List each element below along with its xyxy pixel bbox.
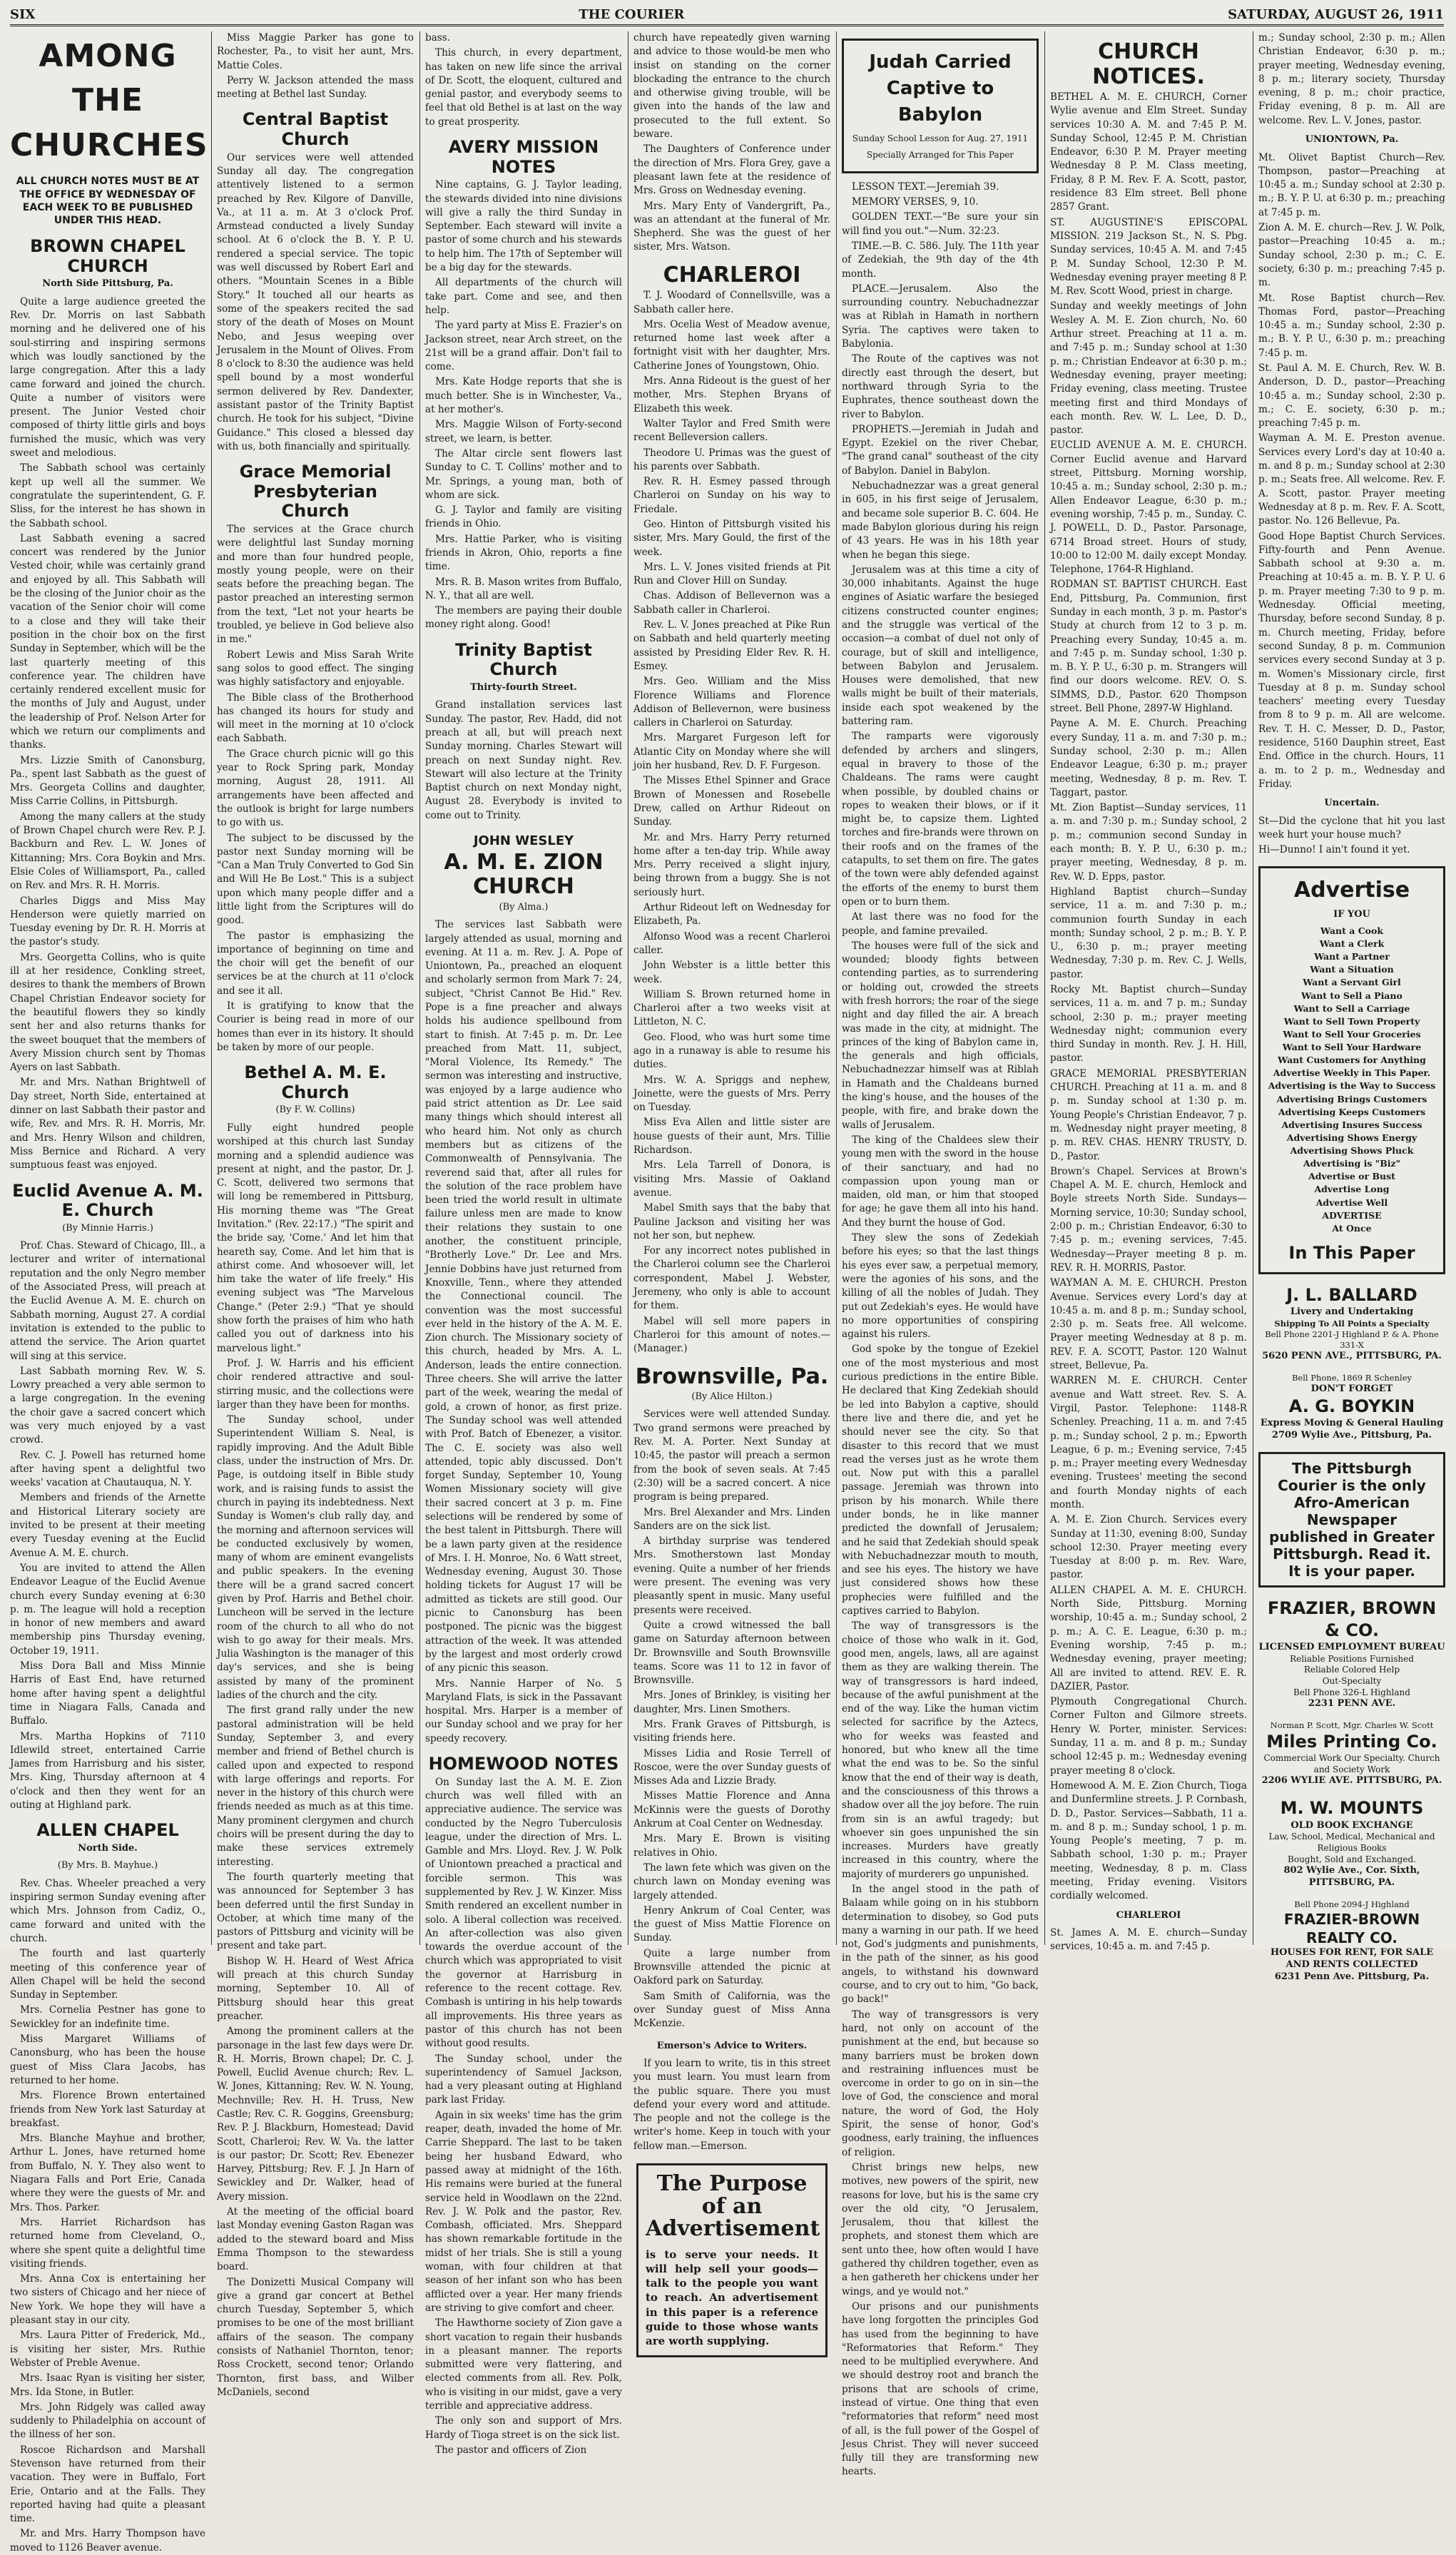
paragraph: church have repeatedly given warning and advice to those would-be men who insist on standing on the corner blockading the entrance to the church and otherwise giving trouble, will be given into the hands of the law and prosecuted to the full extent. So beware. (633, 32, 830, 141)
paragraph: Mrs. Harriet Richardson has returned home from Cleveland, O., where she spent quite a delightful time visiting friends. (10, 2216, 205, 2270)
paragraph: Mrs. Florence Brown entertained friends from New York last Saturday at breakfast. (10, 2090, 205, 2129)
advertise-line: Advertising Insures Success (1281, 1119, 1422, 1130)
miles-managers: Norman P. Scott, Mgr. Charles W. Scott (1270, 1720, 1434, 1731)
column-rule (1044, 31, 1045, 1945)
paragraph: Arthur Rideout left on Wednesday for Elizabeth, Pa. (633, 902, 830, 928)
paragraph: Robert Lewis and Miss Sarah Write sang solos to good effect. The singing was highly satisfactory and enjoyable. (217, 649, 414, 689)
paragraph: Chas. Addison of Bellevernon was a Sabbath caller in Charleroi. (633, 590, 830, 616)
frazier-text: Out-Specialty (1322, 1676, 1382, 1687)
paragraph: The lawn fete which was given on the church lawn on Monday evening was largely attended. (633, 1861, 830, 1901)
church-notice: Highland Baptist church—Sunday service, 11 a. m. and 7:30 p. m.; communion fourth Sunday in each month; Sunday school, 2 p. m.; B. Y. P. U., 6:30 p. m.; prayer meeting Wednesday, 7:30 p. m. Rev. C. J. Wells, pastor. (1050, 885, 1247, 980)
paragraph: The first grand rally under the new pastoral administration will be held Sunday, September 3, and every member and friend of Bethel church is called upon and expected to respond with large offerings and reports. For never in the history of this church were friends needed as much as at this time. Many prominent clergymen and church choirs will be present during the day to make these services extremely interesting. (217, 1705, 414, 1868)
paragraph: Miss Eva Allen and little sister are house guests of their aunt, Mrs. Tillie Richardson. (633, 1117, 830, 1157)
mounts-text: Bought, Sold and Exchanged. (1288, 1854, 1416, 1864)
paragraph: Last Sabbath morning Rev. W. S. Lowry preached a very able sermon to a large congregation. In the evening the choir gave a sacred concert which was very much enjoyed by a vast crowd. (10, 1365, 205, 1446)
advertise-line: Want a Partner (1314, 951, 1390, 962)
column-rule (211, 31, 212, 1945)
paragraph: Mr. and Mrs. Harry Perry returned home after a ten-day trip. While away Mrs. Perry received a slight injury, being thrown from a buggy. She is not seriously hurt. (633, 831, 830, 898)
paragraph: The Bible class of the Brotherhood has changed its hours for study and will meet in the morning at 10 o'clock each Sabbath. (217, 691, 414, 745)
purpose-of-advertisement-box (636, 2163, 828, 2357)
advertise-box (1258, 866, 1445, 1275)
paragraph: Geo. Flood, who was hurt some time ago in a runaway is able to resume his duties. (633, 1031, 830, 1071)
church-notices-heading: CHURCH NOTICES. (1092, 39, 1205, 89)
paragraph: Mrs. Brel Alexander and Mrs. Linden Sanders are on the sick list. (633, 1506, 830, 1532)
paragraph: Mrs. Anna Rideout is the guest of her mother, Mrs. Stephen Bryans of Elizabeth this week. (633, 375, 830, 415)
paragraph: You are invited to attend the Allen Endeavor League of the Euclid Avenue church every Sunday evening at 6:30 p. m. The league will hold a reception in honor of new members and award membership pins Thursday evening, October 19, 1911. (10, 1562, 205, 1657)
church-notice: Good Hope Baptist Church Services. Fifty-fourth and Penn Avenue. Sabbath school at 9:30 a. m. Preaching at 10:45 a. m. B. Y. P. U. 6 p. m. Prayer meeting 7:30 to 9 p. m. Wednesday. Official meeting, Thursday, before second Sunday, 8 p. m. Church meeting, Friday, before second Sunday, 8 p. m. Communion services every second Sunday at 3 p. m. Women's Missionary circle, first Tuesday at 8 p. m. Sunday school teachers' meeting every Tuesday from 8 to 9 p. m. All are welcome. Rev. T. H. C. Messer, D. D., Pastor, residence, 5160 Dauphin street, East End. Office in the church. Hours, 11 a. m. to 2 p. m., Wednesday and Friday. (1258, 530, 1445, 790)
grace-memorial-heading: Grace Memorial Presbyterian Church (239, 462, 392, 522)
trinity-baptist-heading: Trinity Baptist Church (455, 639, 592, 680)
paragraph: Perry W. Jackson attended the mass meeting at Bethel last Sunday. (217, 74, 414, 101)
church-notice: Wayman A. M. E. Preston avenue. Services every Lord's day at 10:40 a. m. and 8 p. m.; Sunday school at 2:30 p. m.; Seats free. All welcome. Rev. F. A. Scott, pastor. Prayer meeting Wednesday at 8 p. m. Rev. F. A. Scott, pastor. No. 126 Bellevue, Pa. (1258, 432, 1445, 527)
boykin-dont-forget: DON'T FORGET (1310, 1383, 1393, 1394)
paragraph: Mrs. Ocelia West of Meadow avenue, returned home last week after a fortnight visit with her daughter, Mrs. Catherine Jones of Youngstown, Ohio. (633, 318, 830, 372)
paragraph: A birthday surprise was tendered Mrs. Smotherstown last Monday evening. Quite a number of her friends were present. The evening was very pleasantly spent in music. Many useful presents were received. (633, 1535, 830, 1616)
paragraph: Grand installation services last Sunday. The pastor, Rev. Hadd, did not preach at all, but will preach next Sunday morning. Charles Stewart will preach on next Sunday night. Rev. Stewart will also lecture at the Trinity Baptist church on next Monday night, August 28. Everybody is invited to come out to Trinity. (425, 699, 622, 821)
john-wesley-heading: JOHN WESLEY (473, 833, 574, 849)
church-notice: A. M. E. Zion Church. Services every Sunday at 11:30, evening 8:00, Sunday school 12:30. Prayer meeting every Tuesday at 8:00 p. m. Rev. Ware, pastor. (1050, 1514, 1247, 1581)
advertise-line: Advertising Shows Energy (1286, 1132, 1417, 1143)
column-5 (842, 31, 1039, 2478)
paragraph: Miss Dora Ball and Miss Minnie Harris of East End, have returned home after having spent a delightful time in Niagara Falls, Canada and Buffalo. (10, 1660, 205, 1727)
paragraph: Rev. C. J. Powell has returned home after having spent a delightful two weeks' vacation at Chautauqua, N. Y. (10, 1449, 205, 1489)
allen-chapel-subhead: North Side. (78, 1842, 138, 1854)
paragraph: Mrs. Mary E. Brown is visiting relatives in Ohio. (633, 1833, 830, 1859)
advertise-line: Want a Servant Girl (1303, 977, 1401, 988)
paragraph: They slew the sons of Zedekiah before his eyes; so that the last things his eyes ever saw, a perpetual memory, were the agonies of his sons, and the killing of all the nobles of Judah. They put out Zedekiah's eyes. He would have no more opportunities of conspiring against his rulers. (842, 1232, 1039, 1341)
paragraph: The services at the Grace church were delightful last Sunday morning and more than four hundred people, mostly young people, were on their seats before the preaching began. The pastor preached an interesting sermon from the text, "Let not your hearts be troubled, ye believe in God believe also in me." (217, 523, 414, 646)
church-notice: Mt. Zion Baptist—Sunday services, 11 a. m. and 7:30 p. m.; Sunday school, 2 p. m.; communion second Sunday in each month; B. Y. P. U., 6:30 p. m.; prayer meeting, Wednesday, 8 p. m. Rev. W. D. Epps, pastor. (1050, 802, 1247, 883)
section-banner: AMONG THE CHURCHES (10, 38, 208, 163)
paragraph: Mrs. Cornelia Pestner has gone to Sewickley for an indefinite time. (10, 2004, 205, 2030)
advertise-heading: Advertise (1293, 877, 1410, 903)
avery-mission-heading: AVERY MISSION NOTES (448, 137, 599, 177)
mounts-name: M. W. MOUNTS (1280, 1798, 1424, 1819)
lesson-heading: Judah Carried Captive to Babylon (869, 51, 1012, 126)
miles-address: 2206 WYLIE AVE. PITTSBURG, PA. (1261, 1775, 1442, 1787)
paragraph: Walter Taylor and Fred Smith were recent Belleversion callers. (633, 417, 830, 444)
boykin-address: 2709 Wylie Ave., Pittsburg, Pa. (1271, 1429, 1432, 1441)
homewood-heading: HOMEWOOD NOTES (428, 1754, 619, 1774)
advertise-line: Want a Situation (1310, 964, 1394, 975)
uncertain-heading: Uncertain. (1324, 798, 1380, 809)
purpose-heading: The Purpose of an Advertisement (646, 2171, 820, 2242)
charleroi-heading: CHARLEROI (663, 262, 801, 288)
advertise-line: Advertising Keeps Customers (1278, 1106, 1426, 1117)
realty-phone: Bell Phone 2094-J Highland (1294, 1899, 1410, 1909)
mounts-line: OLD BOOK EXCHANGE (1290, 1819, 1413, 1831)
paragraph: Misses Mattie Florence and Anna McKinnis were the guests of Dorothy Ankrum at Coal Center on Wednesday. (633, 1790, 830, 1830)
column-rule (836, 31, 837, 1945)
church-notice: Rocky Mt. Baptist church—Sunday services, 11 a. m. and 7 p. m.; Sunday school, 2:30 p. m.; prayer meeting Wednesday night; communion every third Sunday in month. Rev. J. H. Hill, pastor. (1050, 984, 1247, 1065)
paragraph: Mrs. L. V. Jones visited friends at Pit Run and Clover Hill on Sunday. (633, 561, 830, 587)
paragraph: Theodore U. Primas was the guest of his parents over Sabbath. (633, 447, 830, 472)
advertise-line: Advertise Weekly in This Paper. (1273, 1067, 1431, 1079)
paragraph: Fully eight hundred people worshiped at this church last Sunday morning and a splendid audience was present at night, and the pastor, Dr. J. C. Scott, delivered two sermons that will long be remembered in Pittsburg, His morning theme was "The Great Invitation." (Rev. 22:17.) "The spirit and the bride say, 'Come.' And let him that heareth say, Come. And let him that is athirst come. And whosoever will, let him take the water of life freely." His evening subject was "The Marvelous Change." (Peter 2:9.) "That ye should show forth the praises of him who hath called you out of darkness into his marvelous light." (217, 1122, 414, 1354)
church-notice: WARREN M. E. CHURCH. Center avenue and Watt street. Rev. S. A. Virgil, Pastor. Telephone: 1148-R Schenley. Preaching, 11 a. m. and 7:45 p. m.; Sunday school, 2 p. m.; Epworth League, 6 p. m.; Evening service, 7:45 p. m.; Prayer meeting every Wednesday evening. Trustees' meeting the second and fourth Monday nights of each month. (1050, 1375, 1247, 1510)
paragraph: Members and friends of the Arnette and Historical Literary society are invited to be present at their meeting every Tuesday evening at the Euclid Avenue A. M. E. church. (10, 1492, 205, 1559)
memory-verses: MEMORY VERSES, 9, 10. (852, 196, 979, 208)
issue-date: SATURDAY, AUGUST 26, 1911 (1228, 6, 1444, 22)
paragraph: On Sunday last the A. M. E. Zion church was well filled with an appreciative audience. The service was conducted by the Negro Tuberculosis league, under the direction of Mrs. L. Gamble and Mrs. Lloyd. Rev. J. W. Polk of Uniontown preached a practical and forcible sermon. This was supplemented by Rev. J. W. Kinzer. Miss Smith rendered an excellent number in solo. A liberal collection was received. An after-collection was also given towards the overdue account of the church which was appropriated to visit the governor at Harrisburg in reference to the recent cottage. Rev. Combash is untiring in his help towards all improvements. His three years as pastor of this church has not been without good results. (425, 1776, 622, 2050)
advertise-line: Want to Sell Your Hardware (1282, 1042, 1422, 1053)
advertise-line: Want a Cook (1320, 925, 1383, 936)
ballard-shipping: Shipping To All Points a Specialty (1274, 1319, 1430, 1329)
ballard-name: J. L. BALLARD (1286, 1285, 1417, 1306)
miles-name: Miles Printing Co. (1266, 1732, 1437, 1752)
church-notice: St. James A. M. E. church—Sunday services, 10:45 a. m. and 7:45 p. (1050, 1927, 1247, 1953)
masthead (10, 4, 1444, 26)
advertise-line: Advertise or Bust (1308, 1171, 1395, 1182)
byline: (By Alice Hilton.) (691, 1391, 773, 1403)
church-notice: GRACE MEMORIAL PRESBYTERIAN CHURCH. Preaching at 11 a. m. and 8 p. m. Sunday school at 1:30 p. m. Young People's Christian Endeavor, 7 p. m. Wednesday night prayer meeting, 8 p. m. REV. CHAS. HENRY TRUSTY, D. D., Pastor. (1050, 1067, 1247, 1162)
paragraph: Charles Diggs and Miss May Henderson were quietly married on Tuesday evening by Dr. R. H. Morris at the pastor's study. (10, 895, 205, 948)
church-notice: Plymouth Congregational Church. Corner Fulton and Gilmore streets. Henry W. Porter, minister. Services: Sunday, 11 a. m. and 8 p. m.; Sunday school 12:45 p. m.; Wednesday evening prayer meeting 8 o'clock. (1050, 1696, 1247, 1777)
paragraph: Geo. Hinton of Pittsburgh visited his sister, Mrs. Mary Gould, the first of the week. (633, 519, 830, 558)
paragraph: Prof. Chas. Steward of Chicago, Ill., a lecturer and writer of international reputation and the only Negro member of the Associated Press, will preach at the Euclid Avenue A. M. E. church on Sabbath morning, August 27. A cordial invitation is extended to the public to attend the service. The Arion quartet will sing at this service. (10, 1240, 205, 1362)
advertise-line: Advertising is the Way to Success (1268, 1080, 1436, 1092)
column-3 (425, 31, 622, 2456)
paragraph: Mrs. Laura Pitter of Frederick, Md., is visiting her sister, Mrs. Ruthie Webster of Preble Avenue. (10, 2330, 205, 2369)
paragraph: Mrs. Kate Hodge reports that she is much better. She is in Winchester, Va., at her mother's. (425, 376, 622, 416)
paragraph: Mrs. Georgetta Collins, who is quite ill at her residence, Conkling street, desires to thank the members of Brown Chapel Christian Endeavor society for the beautiful flowers they so kindly sent her and also returns thanks for the sweet bouquet that the members of Avery Mission church sent by Thomas Ayers on last Sabbath. (10, 951, 205, 1074)
paragraph: Our services were well attended Sunday all day. The congregation attentively listened to a sermon preached by Rev. Kilgore of Danville, Va., at 11 a. m. At 3 o'clock Prof. Armstead conducted a lively Sunday school. At 6 o'clock the B. Y. P. U. rendered a special service. The topic was well discussed by Robert Earl and others. "Mountain Scenes in a Bible Story." It touched all our hearts as some of the speakers recited the sad story of the death of Moses on Mount Nebo, and Jesus weeping over Jerusalem in the Mount of Olives. From 8 o'clock to 8:30 the audience was held spell bound by a most wonderful sermon delivered by Rev. Dandexter, assistant pastor of the Trinity Baptist church. He took for his subject, "Divine Guidance." This closed a blessed day with us, both financially and spiritually. (217, 151, 414, 452)
paragraph: Jerusalem was at this time a city of 30,000 inhabitants. Against the huge engines of Asiatic warfare the besieged citizens constructed counter engines; and the struggle was vertical of the occasion—a combat of duel not only of courage, but of skill and intelligence, between Babylon and Jerusalem. Houses were demolished, that new walls might be built of their materials, inside each spot weakened by the battering ram. (842, 564, 1039, 728)
paragraph: Mrs. Margaret Furgeson left for Atlantic City on Monday where she will join her husband, Rev. D. F. Furgeson. (633, 732, 830, 772)
paragraph: Miss Maggie Parker has gone to Rochester, Pa., to visit her aunt, Mrs. Mattie Coles. (217, 32, 414, 71)
paragraph: The ramparts were vigorously defended by archers and slingers, equal in bravery to those of the Chaldeans. The rams were caught when possible, by doubled chains or ropes to weaken their blows, or if it might be, to capsize them. Lighted torches and fire-brands were thrown on their roofs and on the frames of the catapults, to set them on fire. The gates of the town were ably defended against the efforts of the enemy to burst them open or to burn them. (842, 731, 1039, 908)
advertise-line: Advertise Long (1314, 1184, 1390, 1195)
church-notice: St. Paul A. M. E. Church, Rev. W. B. Anderson, D. D., pastor—Preaching 10:45 a. m.; Sunday school, 2:30 p. m.; C. E. society, 6:30 p. m.; preaching 7:45 p. m. (1258, 362, 1445, 430)
joke-line: Hi—Dunno! I ain't found it yet. (1258, 844, 1410, 856)
church-notice: Zion A. M. E. church—Rev. J. W. Polk, pastor—Preaching 10:45 a. m.; Sunday school, 2:30 p. m.; C. E. society, 6:30 p. m.; preaching 7:45 p. m. (1258, 222, 1445, 289)
paragraph: The Sunday school, under Superintendent William S. Neal, is rapidly improving. And the Adult Bible class, under the instruction of Mrs. Dr. Page, is outdoing itself in Bible study work, and is raising funds to assist the church in paying its indebtedness. Next Sunday is Women's club rally day, and the morning and afternoon services will be conducted exclusively by women, many of whom are eminent evangelists and public speakers. In the evening there will be a grand sacred concert given by Prof. Harris and Bethel choir. Luncheon will be served in the lecture room of the church to all who do not wish to go away for their meals. Mrs. Julia Washington is the manager of this day's services, and she is being assisted by many of the prominent ladies of the church and the city. (217, 1414, 414, 1702)
paragraph: Mabel Smith says that the baby that Pauline Jackson and visiting her was not her son, but nephew. (633, 1202, 830, 1241)
church-notice: ALLEN CHAPEL A. M. E. CHURCH. North Side, Pittsburg. Morning worship, 10:45 a. m.; Sunday school, 2 p. m.; A. C. E. League, 6:30 p. m.; Evening worship, 7:45 p. m.; Wednesday evening, prayer meeting; All are invited to attend. REV. E. R. DAZIER, Pastor. (1050, 1584, 1247, 1692)
church-notice: m.; Sunday school, 2:30 p. m.; Allen Christian Endeavor, 6:30 p. m.; prayer meeting, Wednesday evening, 8 p. m.; literary society, Thursday evening, 8 p. m.; choir practice, Friday evening, 8 p. m. All are welcome. Rev. L. V. Jones, pastor. (1258, 32, 1445, 126)
paper-name: THE COURIER (579, 6, 685, 22)
paragraph: The services last Sabbath were largely attended as usual, morning and evening. At 11 a. m. Rev. J. A. Pope of Uniontown, Pa., preached an eloquent and scholarly sermon from Mark 7: 24, subject, "Christ Cannot Be Hid." Rev. Pope is a fine preacher and always holds his audience spellbound from start to finish. At 7:45 p. m. Dr. Lee preached from Matt. 11, subject, "Moral Violence, Its Remedy." The sermon was interesting and instructive, was enjoyed by a large audience who paid strict attention as Dr. Lee said many things which should interest all who heard him. Not only as church members but as citizens of the Commonwealth of Pennsylvania. The reverend said that, after all rules for the solution of the race problem have been tried the world result in ultimate failure unless men are made to know their relations they sustain to one another, the constituent principle, "Brotherly Love." Dr. Lee and Mrs. Jennie Dobbins have just returned from Knoxville, Tenn., where they attended the Connectional council. The convention was the most successful ever held in the history of the A. M. E. Zion church. The Missionary society of this church, headed by Mrs. A. L. Anderson, leads the entire connection. Three cheers. She will arrive the latter part of the week, wearing the medal of gold, a crown of honor, as first prize. The Sunday school was well attended with Prof. Batch of Ebenezer, a visitor. The C. E. society was also well attended, topic ably discussed. Don't forget Sunday, September 10, Young Women Missionary society will give their sacred concert at 3 p. m. Fine selections will be rendered by some of the best talent in Pittsburgh. There will be a lawn party given at the residence of Mrs. I. H. Monroe, No. 6 Watt street, Wednesday evening, August 30. Those holding tickets for August 17 will be admitted as tickets are still good. Our picnic to Canonsburg has been postponed. The picnic was the biggest attraction of the week. It was attended by the largest and most orderly crowd of any picnic this season. (425, 919, 622, 1675)
sunday-school-lesson-box (842, 39, 1039, 173)
zion-church-heading: A. M. E. ZION CHURCH (444, 849, 604, 900)
frazier-text: Reliable Colored Help (1303, 1665, 1400, 1675)
column-6 (1050, 31, 1247, 1953)
paragraph: This church, in every department, has taken on new life since the arrival of Dr. Scott, the eloquent, cultured and genial pastor, and everybody seems to feel that old Bethel is at last on the way to great prosperity. (425, 47, 622, 128)
frazier-line: LICENSED EMPLOYMENT BUREAU (1258, 1642, 1445, 1652)
paragraph: Mrs. Isaac Ryan is visiting her sister, Mrs. Ida Stone, in Butler. (10, 2372, 205, 2398)
advertise-if: IF YOU (1333, 909, 1370, 920)
paragraph: Sam Smith of California, was the over Sunday guest of Miss Anna McKenzie. (633, 1990, 830, 2030)
paragraph: The subject to be discussed by the pastor next Sunday morning will be "Can a Man Truly Converted to God Sin and Will He Be Lost." This is a subject upon which many people differ and a little light from the Scriptures will do good. (217, 832, 414, 927)
lesson-subhead: Sunday School Lesson for Aug. 27, 1911 (852, 133, 1029, 143)
paragraph: The fourth and last quarterly meeting of this conference year of Allen Chapel will be held the second Sunday in September. (10, 1948, 205, 2001)
paragraph: Alfonso Wood was a recent Charleroi caller. (633, 930, 830, 956)
paragraph: The Sabbath school was certainly kept up well all the summer. We congratulate the superintendent, G. F. Sliss, for the interest he has shown in the Sabbath school. (10, 462, 205, 529)
paragraph: Mr. and Mrs. Harry Thompson have moved to 1126 Beaver avenue. (10, 2528, 205, 2554)
paragraph: The only son and support of Mrs. Hardy of Tioga street is on the sick list. (425, 2415, 622, 2441)
purpose-body: is to serve your needs. It will help sell your goods—talk to the people you want to reach. An advertisement in this paper is a reference guide to those whose wants are worth supplying. (646, 2247, 818, 2348)
advertise-line: Advertise Well (1315, 1197, 1388, 1208)
paragraph: Mabel will sell more papers in Charleroi for this amount of notes.—(Manager.) (633, 1315, 830, 1355)
column-7 (1258, 31, 1445, 1982)
paragraph: It is gratifying to know that the Courier is being read in more of our homes than ever in its history. It should be taken by more of our people. (217, 1000, 414, 1053)
paragraph: The Donizetti Musical Company will give a grand gar concert at Bethel church Tuesday, September 5, which promises to be one of the most brilliant affairs of the season. The company consists of Nathaniel Thornton, tenor; Ross Crockett, second tenor; Orlando Thornton, first bass, and Wilber McDaniels, second (217, 2276, 414, 2398)
paragraph: Our prisons and our punishments have long forgotten the principles God has used from the beginning to have "Reformatories that Reform." They need to be multiplied everywhere. And we should destroy root and branch the prisons that are schools of crime, instead of virtue. One thing that even "reformatories that reform" need most of all, is the full power of the Gospel of Jesus Christ. They will never succeed fully till they are transforming new hearts. (842, 2300, 1039, 2478)
paragraph: Rev. R. H. Esmey passed through Charleroi on Sunday on his way to Friedale. (633, 476, 830, 515)
frazier-address: 2231 PENN AVE. (1308, 1698, 1396, 1710)
paragraph: The Altar circle sent flowers last Sunday to C. T. Collins' mother and to Mr. Springs, a young man, both of whom are sick. (425, 447, 622, 501)
paragraph: The king of the Chaldees slew their young men with the sword in the house of their sanctuary, and had no compassion upon young man or maiden, old man, or him that stooped for age; he gave them all into his hand. And they burnt the house of God. (842, 1134, 1039, 1229)
paragraph: Mrs. Maggie Wilson of Forty-second street, we learn, is better. (425, 419, 622, 445)
ballard-phone: Bell Phone 2201-J Highland P. & A. Phone 331-X (1265, 1329, 1439, 1350)
lesson-prophets: PROPHETS.—Jeremiah in Judah and Egypt. Ezekiel on the river Chebar, "The grand canal" southeast of the city of Babylon. Daniel in Babylon. (842, 423, 1039, 477)
frazier-ad (1258, 1597, 1445, 1711)
paragraph: Quite a crowd witnessed the ball game on Saturday afternoon between Dr. Brownsville and South Brownsville teams. Score was 11 to 12 in favor of Brownsville. (633, 1619, 830, 1687)
brown-chapel-subhead: North Side Pittsburg, Pa. (42, 278, 173, 290)
mounts-text: Law, School, Medical, Mechanical and Religious Books (1268, 1832, 1435, 1854)
boykin-line: Express Moving & General Hauling (1260, 1417, 1444, 1428)
frazier-text: Reliable Positions Furnished (1290, 1653, 1414, 1664)
paragraph: Bishop W. H. Heard of West Africa will preach at this church Sunday morning, September 10. All of Pittsburg should hear this great preacher. (217, 1955, 414, 2022)
allen-chapel-heading: ALLEN CHAPEL (36, 1820, 179, 1841)
column-1 (10, 31, 208, 2554)
paragraph: The way of transgressors is very hard, not only on account of the punishment at the end, but because so many barriers must be broken down and restraining influences must be overcome in order to go on in sin—the love of God, the conscience and moral nature, the word of God, the Holy Spirit, the sense of honor, God's goodness, early training, the influences of religion. (842, 2008, 1039, 2158)
paragraph: Miss Margaret Williams of Canonsburg, who has been the house guest of Miss Clara Jacobs, has returned to her home. (10, 2033, 205, 2086)
paragraph: Mrs. Frank Graves of Pittsburgh, is visiting friends here. (633, 1719, 830, 1744)
paragraph: The Daughters of Conference under the direction of Mrs. Flora Grey, gave a pleasant lawn fete at the residence of Mrs. Gross on Wednesday evening. (633, 143, 830, 197)
miles-ad (1258, 1720, 1445, 1787)
mounts-address: 802 Wylie Ave., Cor. Sixth, PITTSBURG, PA. (1283, 1865, 1420, 1889)
boykin-name: A. G. BOYKIN (1288, 1396, 1415, 1416)
church-notice: Homewood A. M. E. Zion Church, Tioga and Dunfermline streets. J. P. Cornbash, D. D., Pastor. Services—Sabbath, 11 a. m. and 8 p. m.; Sunday school, 1 p. m. Young People's meeting, 7 p. m. Sabbath school, 1:30 p. m.; Prayer meeting, Wednesday, 8 p. m. Class meeting, Friday evening. Visitors cordially welcomed. (1050, 1779, 1247, 1902)
column-4 (633, 31, 830, 2348)
emerson-heading: Emerson's Advice to Writers. (656, 2040, 808, 2051)
paragraph: All departments of the church will take part. Come and see, and then help. (425, 277, 622, 316)
church-notice: Mt. Olivet Baptist Church—Rev. Thompson, pastor—Preaching at 10:45 a. m.; Sunday school at 2:30 p. m.; B. Y. P. U. at 6:30 p. m.; preaching at 7:45 p. m. (1258, 151, 1445, 218)
paragraph: William S. Brown returned home in Charleroi after a two weeks visit at Littleton, N. C. (633, 988, 830, 1028)
realty-address: 6231 Penn Ave. Pittsburg, Pa. (1274, 1971, 1430, 1982)
church-notice: Brown's Chapel. Services at Brown's Chapel A. M. E. church, Hemlock and Boyle streets North Side. Sundays—Morning service, 10:30; Sunday school, 2:00 p. m.; Christian Endeavor, 6:30 to 7:45 p. m.; evening services, 7:45. Wednesday—Prayer meeting 8 p. m. REV. R. H. MORRIS, Pastor. (1050, 1165, 1247, 1274)
byline: (By F. W. Collins) (275, 1104, 355, 1116)
paragraph: Services were well attended Sunday. Two grand sermons were preached by Rev. M. A. Porter. Next Sunday at 10:45, the pastor will preach a sermon from the book of seven seals. At 7:45 (2:30) will be a sacred concert. A nice program is being prepared. (633, 1408, 830, 1503)
paragraph: Rev. Chas. Wheeler preached a very inspiring sermon Sunday evening after which Mrs. Johnson from Cadiz, O., came forward and united with the church. (10, 1877, 205, 1944)
paragraph: At last there was no food for the people, and famine prevailed. (842, 911, 1039, 937)
charleroi-notice-heading: CHARLEROI (1116, 1909, 1181, 1921)
paragraph: Mrs. Jones of Brinkley, is visiting her daughter, Mrs. Linen Smothers. (633, 1690, 830, 1715)
paragraph: Nine captains, G. J. Taylor leading, the stewards divided into nine divisions will give a rally the third Sunday in September. Each steward will invite a pastor of some church and his stewards to help him. The 17th of September will be a big day for the stewards. (425, 179, 622, 274)
advertise-line: Advertising Shows Pluck (1290, 1145, 1414, 1157)
paragraph: Among the prominent callers at the parsonage in the last few days were Dr. R. H. Morris, Brown chapel; Dr. C. J. Powell, Euclid Avenue church; Rev. L. W. Jones, Kittanning; Rev. W. N. Young, Mechnville; Rev. H. H. Truss, New Castle; Rev. C. R. Goggins, Greensburg; Rev. P. J. Blackburn, Homestead; David Scott, Charleroi; Rev. W. Va. the latter is our pastor; Dr. Scott; Rev. Ebenezer Harvey, Pittsburg; Rev. F. J. Jn Harn of Sewickley and Dr. Walker, head of Avery mission. (217, 2026, 414, 2203)
paragraph: The pastor and officers of Zion (435, 2444, 587, 2456)
paragraph: Mrs. Lizzie Smith of Canonsburg, Pa., spent last Sabbath as the guest of Mrs. Georgeta Collins and daughter, Miss Carrie Collins, in Pittsburgh. (10, 754, 205, 808)
lesson-note: Specially Arranged for This Paper (866, 149, 1014, 160)
paragraph: In the angel stood in the path of Balaam while going on in his stubborn determination to disobey, so God puts many a warning in our path. If we heed not, God's judgments and punishments, in the path of the sinner, as his good angels, to withstand his downward course, and to cry out to him, "Go back, go back!" (842, 1884, 1039, 2006)
paragraph: Roscoe Richardson and Marshall Stevenson have returned from their vacation. They were in Buffalo, Fort Erie, Ontario and at the Falls. They reported having had quite a pleasant time. (10, 2444, 205, 2525)
byline: (By Alma.) (499, 901, 549, 913)
advertise-line: Want to Sell Town Property (1283, 1015, 1420, 1027)
brownsville-heading: Brownsville, Pa. (635, 1363, 829, 1389)
church-notice: EUCLID AVENUE A. M. E. CHURCH. Corner Euclid avenue and Harvard street, Pittsburg. Morning worship, 10:45 a. m.; Sunday school, 2:30 p. m.; Allen Endeavor League, 6:30 p. m.; evening worship, 7:45 p. m., Sunday. C. J. POWELL, D. D., Pastor. Parsonage, 6714 Broad street. Hours of study, 10:00 to 12:00 M. daily except Monday. Telephone, 1764-R Highland. (1050, 440, 1247, 576)
paragraph: If you learn to write, tis in this street you must learn. You must learn from the public square. There you must defend your every word and attitude. The people and not the college is the writer's home. Keep in touch with your fellow man.—Emerson. (633, 2057, 830, 2152)
paragraph: Mrs. Nannie Harper of No. 5 Maryland Flats, is sick in the Passavant hospital. Mrs. Harper is a member of our Sunday school and we pray for her speedy recovery. (425, 1677, 622, 1744)
paragraph: G. J. Taylor and family are visiting friends in Ohio. (425, 504, 622, 530)
paragraph: bass. (425, 32, 451, 44)
brown-chapel-heading: BROWN CHAPEL CHURCH (30, 236, 185, 276)
paragraph: The Grace church picnic will go this year to Rock Spring park, Monday morning, August 28, 1911. All arrangements have been affected and the outlook is bright for large numbers to go with us. (217, 748, 414, 829)
boykin-phone: Bell Phone, 1869 R Schenley (1291, 1372, 1412, 1383)
paragraph: Mrs. John Ridgely was called away suddenly to Philadelphia on account of the illness of her son. (10, 2401, 205, 2441)
paragraph: The members are paying their double money right along. Good! (425, 605, 622, 631)
trinity-subhead: Thirty-fourth Street. (470, 681, 577, 693)
ballard-address: 5620 PENN AVE., PITTSBURG, PA. (1262, 1350, 1442, 1361)
paragraph: Mrs. Lela Tarrell of Donora, is visiting Mrs. Massie of Oakland avenue. (633, 1159, 830, 1199)
paragraph: Mrs. Martha Hopkins of 7110 Idlewild street, entertained Carrie James from Harrisburg and his sister, Mrs. King, Thursday afternoon at 4 o'clock and then they went for an outing at Highland park. (10, 1730, 205, 1812)
church-notice: Mt. Rose Baptist church—Rev. Thomas Ford, pastor—Preaching 10:45 a. m.; Sunday school, 2:30 p. m.; B. Y. P. U., 6:30 p. m.; preaching 7:45 p. m. (1258, 292, 1445, 359)
frazier-name: FRAZIER, BROWN & CO. (1267, 1597, 1437, 1640)
paragraph: At the meeting of the official board last Monday evening Gaston Ragan was added to the steward board and Miss Emma Thompson to the stewardess board. (217, 2206, 414, 2273)
paragraph: Mr. and Mrs. Nathan Brightwell of Day street, North Side, entertained at dinner on last Sabbath their pastor and wife, Rev. and Mrs. R. H. Morris, Mr. and Mrs. Henry Wilson and children, Miss Bernice and Richard. A very sumptuous feast was enjoyed. (10, 1077, 205, 1172)
paragraph: John Webster is a little better this week. (633, 960, 830, 985)
column-2 (217, 31, 414, 2398)
euclid-heading: Euclid Avenue A. M. E. Church (12, 1180, 203, 1221)
paragraph: The Sunday school, under the superintendency of Samuel Jackson, had a very pleasant outing at Highland park last Friday. (425, 2053, 622, 2106)
advertise-line: At Once (1332, 1222, 1372, 1234)
advertise-line: Want a Clerk (1319, 938, 1385, 950)
paragraph: Rev. L. V. Jones preached at Pike Run on Sabbath and held quarterly meeting assisted by Presiding Elder Rev. R. H. Esmey. (633, 619, 830, 672)
bethel-heading: Bethel A. M. E. Church (244, 1062, 387, 1102)
paragraph: The Route of the captives was not directly east through the desert, but northward through Syria to the Euphrates, thence southeast down the river to Babylon. (842, 353, 1039, 420)
paragraph: Nebuchadnezzar was a great general in 605, in his first seige of Jerusalem, and became sole superior B. C. 604. He made Babylon glorious during his reign of 43 years. He was in his 18th year when he began this siege. (842, 480, 1039, 561)
advertise-line: Advertising is "Biz" (1303, 1158, 1401, 1169)
paragraph: Mrs. Anna Cox is entertaining her two sisters of Chicago and her niece of New York. We hope they will have a pleasant stay in our city. (10, 2273, 205, 2327)
advertise-line: Want to Sell a Piano (1301, 990, 1402, 1001)
central-baptist-heading: Central Baptist Church (242, 109, 389, 150)
courier-ad: The Pittsburgh Courier is the only Afro-American Newspaper published in Greater Pittsburgh. Read it. It is your paper. (1258, 1452, 1445, 1588)
church-notice: RODMAN ST. BAPTIST CHURCH. East End, Pittsburg, Pa. Communion, first Sunday in each month, 3 p. m. Pastor's Study at church from 12 to 3 p. m. Preaching every Sunday, 10:45 a. m. and 7:45 p. m. Sunday school, 1:30 p. m. B. Y. P. U., 6:30 p. m. Strangers will find our doors welcome. REV. O. S. SIMMS, D.D., Pastor. 620 Thompson street. Bell Phone, 2897-W Highland. (1050, 579, 1247, 715)
paragraph: Henry Ankrum of Coal Center, was the guest of Miss Mattie Florence on Sunday. (633, 1904, 830, 1944)
miles-line: Commercial Work Our Specialty. Church and Society Work (1263, 1753, 1440, 1774)
church-notice: Payne A. M. E. Church. Preaching every Sunday, 11 a. m. and 7:30 p. m.; Sunday school, 2:30 p. m.; Allen Endeavor League, 6:30 p. m.; prayer meeting, Wednesday, 8 p. m. Rev. T. Taggart, pastor. (1050, 718, 1247, 798)
paragraph: Mrs. Mary Enty of Vandergrift, Pa., was an attendant at the funeral of Mr. Shepherd. She was the guest of her sister, Mrs. Watson. (633, 200, 830, 253)
church-notice: ST. AUGUSTINE'S EPISCOPAL MISSION. 219 Jackson St., N. S. Pbg. Sunday services, 10:45 A. M. and 7:45 P. M. Sunday School, 12:30 P. M. Wednesday evening prayer meeting 8 P. M. Rev. Scott Wood, priest in charge. (1050, 216, 1247, 298)
paragraph: Quite a large number from Brownsville attended the picnic at Oakford park on Saturday. (633, 1947, 830, 1987)
advertise-line: Want Customers for Anything (1278, 1055, 1426, 1066)
paragraph: The Misses Ethel Spinner and Grace Brown of Monessen and Rosebelle Drew, called on Arthur Rideout on Sunday. (633, 775, 830, 828)
paragraph: The houses were full of the sick and wounded; bloody fights between contending parties, as to surrendering or holding out, crowded the streets with fresh horrors; the roar of the siege night and day filled the air. A breach was made in the city, at midnight. The princes of the king of Babylon came in, the generals and high officials, Nebuchadnezzar himself was at Riblah in Hamath and the Chaldeans burned the king's house, and the houses of the people, with fire, and brake down the walls of Jerusalem. (842, 940, 1039, 1131)
paragraph: Mrs. Blanche Mayhue and brother, Arthur L. Jones, have returned home from Buffalo, N. Y. They also went to Niagara Falls and Port Erie, Canada where they were the guests of Mr. and Mrs. Thos. Parker. (10, 2133, 205, 2213)
paragraph: Misses Lidia and Rosie Terrell of Roscoe, were the over Sunday guests of Misses Ada and Lizzie Brady. (633, 1747, 830, 1787)
paragraph: Last Sabbath evening a sacred concert was rendered by the Junior Vested choir, while was certainly grand and enjoyed by all. This Sabbath will be the closing of the Junior choir as the vacation of the Senior choir will come to a close and they will take their position in the choir box on the first Sunday in September, which will be the last quarterly meeting of this conference year. The children have certainly rendered excellent music for the months of July and August, under the leadership of Prof. Nelson Arter for which we return our compliments and thanks. (10, 532, 205, 751)
church-notice: BETHEL A. M. E. CHURCH, Corner Wylie avenue and Elm Street. Sunday services 10:30 A. M. and 7:45 P. M. Sunday School, 12:45 P. M. Christian Endeavor, 6:30 P. M. Prayer meeting Wednesday 8 P. M. Class meeting, Friday, 8 P. M. Rev. F. A. Scott, pastor, residence 83 Elm street. Bell phone 2857 Grant. (1050, 91, 1247, 213)
advertise-lines (1268, 925, 1436, 1235)
submission-notice: ALL CHURCH NOTES MUST BE AT THE OFFICE BY WEDNESDAY OF EACH WEEK TO BE PUBLISHED UNDER THIS HEAD. (16, 176, 200, 226)
paragraph: The way of transgressors is the choice of those who walk in it. God, good men, angels, laws, all are against them as they are walking therein. The way of transgressors is hard indeed, because of the awful punishment at the end of the way. Like the human victim selected for sacrifice by the Aztecs, who for weeks was feasted and honored, but who knew all the time what the end was to be. So the sinful know that the end of their way is death, and the consciousness of this throws a shadow over all the joy before. The ruin from sin is an awful tragedy; but whoever sin goes unpunished the sin increases. Murders have greatly increased in this country, where the majority of murderers go unpunished. (842, 1620, 1039, 1880)
boykin-ad (1258, 1373, 1445, 1442)
in-this-paper: In This Paper (1288, 1242, 1415, 1263)
lesson-time: TIME.—B. C. 586. July. The 11th year of Zedekiah, the 9th day of the 4th month. (842, 240, 1039, 280)
realty-line: HOUSES FOR RENT, FOR SALE AND RENTS COLLECTED (1270, 1946, 1434, 1970)
paragraph: The yard party at Miss E. Frazier's on Jackson street, near Arch street, on the 21st will be a grand affair. Don't fail to come. (425, 320, 622, 373)
paragraph: Again in six weeks' time has the grim reaper, death, invaded the home of Mr. Carrie Sheppard. The last to be taken being her husband Edward, who passed away at midnight of the 16th. His remains were buried at the funeral service held in Woodlawn on the 22nd. Rev. J. W. Polk and the pastor, Rev. Combash, officiated. Mrs. Sheppard has shown remarkable fortitude in the midst of her trials. She is still a young woman, with four children at that season of her infant son who has been afflicted over a year. Her many friends are striving to give comfort and cheer. (425, 2109, 622, 2314)
paragraph: Mrs. Geo. William and the Miss Florence Williams and Florence Addison of Bellevernon, were business callers in Charleroi on Saturday. (633, 676, 830, 729)
page-number: SIX (10, 6, 36, 22)
golden-text: GOLDEN TEXT.—"Be sure your sin will find you out."—Num. 32:23. (842, 211, 1039, 237)
lesson-text: LESSON TEXT.—Jeremiah 39. (852, 181, 999, 193)
column-rule (419, 31, 420, 1945)
paragraph: T. J. Woodard of Connellsville, was a Sabbath caller here. (633, 290, 830, 315)
ballard-line: Livery and Undertaking (1290, 1306, 1414, 1318)
uniontown-heading: UNIONTOWN, Pa. (1305, 134, 1399, 146)
realty-ad (1258, 1899, 1445, 1983)
advertise-line: Want to Sell Your Groceries (1283, 1028, 1421, 1040)
realty-name: FRAZIER-BROWN REALTY CO. (1283, 1910, 1420, 1946)
paragraph: For any incorrect notes published in the Charleroi column see the Charleroi correspondent, Mabel J. Webster, Jeremeny, who only is able to account for them. (633, 1245, 830, 1312)
frazier-phone: Bell Phone 326-L Highland (1293, 1687, 1410, 1697)
paragraph: Mrs. Hattie Parker, who is visiting friends in Akron, Ohio, reports a fine time. (425, 533, 622, 573)
advertise-line: ADVERTISE (1322, 1209, 1382, 1221)
church-notice: WAYMAN A. M. E. CHURCH. Preston Avenue. Services every Lord's day at 10:45 a. m. and 8 p. m.; Sunday school, 2:30 p. m. Seats free. All welcome. Prayer meeting Wednesday at 8 p. m. REV. F. A. SCOTT, Pastor. 120 Walnut street, Bellevue, Pa. (1050, 1277, 1247, 1372)
paragraph: The fourth quarterly meeting that was announced for September 3 has been deferred until the first Sunday in October, at which time many of the pastors of Pittsburg and vicinity will be present and take part. (217, 1871, 414, 1952)
paragraph: Prof. J. W. Harris and his efficient choir rendered attractive and soul-stirring music, and the collections were larger than they have been for months. (217, 1357, 414, 1411)
ballard-ad (1258, 1284, 1445, 1363)
advertise-line: Advertising Brings Customers (1276, 1093, 1427, 1104)
lesson-place: PLACE.—Jerusalem. Also the surrounding country. Nebuchadnezzar was at Riblah in Hamath in northern Syria. The captives were taken to Babylonia. (842, 283, 1039, 350)
church-notice: Sunday and weekly meetings of John Wesley A. M. E. Zion church, No. 60 Arthur street. Preaching at 11 a. m. and 7:45 p. m.; Sunday school at 1:30 p. m.; Christian Endeavor at 6:30 p. m.; Wednesday evening, prayer meeting; Friday evening, class meeting. Trustee meeting first and third Mondays of each month. Rev. W. L. Lee, D. D., pastor. (1050, 300, 1247, 437)
byline: (By Mrs. B. Mayhue.) (57, 1860, 158, 1871)
paragraph: The pastor is emphasizing the importance of beginning on time and the choir will get the benefit of our services be at the church at 11 o'clock and see it all. (217, 930, 414, 997)
paragraph: Quite a large audience greeted the Rev. Dr. Morris on last Sabbath morning and he delivered one of his soul-stirring and inspiring sermons which was loudly sanctioned by the large congregation. After this a lady came forward and joined the church. Quite a number of visitors were present. The Junior Vested choir composed of thirty little girls and boys furnished the music, which was very sweet and melodious. (10, 295, 205, 459)
joke-line: St—Did the cyclone that hit you last week hurt your house much? (1258, 815, 1445, 840)
paragraph: Christ brings new helps, new motives, new powers of the spirit, new reasons for love, but his is the same cry over the old city, "O Jerusalem, Jerusalem, thou that killest the prophets, and stonest them which are sent unto thee, how often would I have gathered thy children together, even as a hen gathereth her chickens under her wings, and ye would not." (842, 2161, 1039, 2297)
advertise-line: Want to Sell a Carriage (1293, 1002, 1410, 1014)
mounts-ad (1258, 1797, 1445, 1889)
paragraph: Among the many callers at the study of Brown Chapel church were Rev. P. J. Backburn and Rev. L. W. Jones of Kittanning; Mrs. Cora Boykin and Mrs. Elsie Coles of Williamsport, Pa., called on Rev. and Mrs. R. H. Morris. (10, 811, 205, 892)
paragraph: God spoke by the tongue of Ezekiel one of the most mysterious and most curious predictions in the entire Bible. He declared that King Zedekiah should be led into Babylon a captive, should there live and there die, and yet he should never see the city. So that disaster to this record that we must read the verses just as he wrote them out. Now put with this a parallel passage. Jeremiah was thrown into prison by his monarch. While there under bonds, he in like manner predicted the downfall of Jerusalem; and he said that Zedekiah should speak with Nebuchadnezzar mouth to mouth, and see his eyes. The history we have just considered shows how these prophecies were fulfilled and the captives carried to Babylon. (842, 1343, 1039, 1617)
paragraph: Mrs. W. A. Spriggs and nephew, Joinette, were the guests of Mrs. Perry on Tuesday. (633, 1074, 830, 1114)
paragraph: The Hawthorne society of Zion gave a short vacation to regain their husbands in a pleasant manner. The reports submitted were very flattering, and elected comments from all. Rev. Polk, who is visiting in our midst, gave a very terrible and appreciative address. (425, 2317, 622, 2412)
paragraph: Mrs. R. B. Mason writes from Buffalo, N. Y., that all are well. (425, 576, 622, 601)
byline: (By Minnie Harris.) (62, 1222, 153, 1234)
